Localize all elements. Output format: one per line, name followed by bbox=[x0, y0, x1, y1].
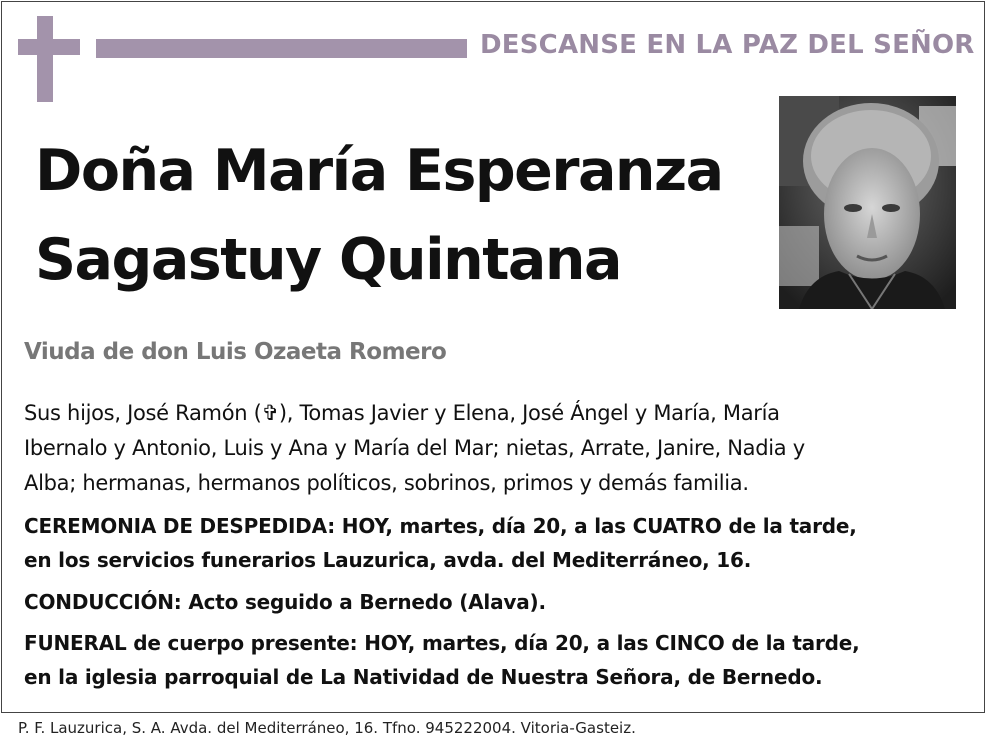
header-title: DESCANSE EN LA PAZ DEL SEÑOR bbox=[480, 30, 975, 60]
funeral-paragraph bbox=[24, 626, 974, 694]
deceased-name-line-2: Sagastuy Quintana bbox=[35, 227, 621, 293]
family-line: Sus hijos, José Ramón (✞), Tomas Javier y Elena, José Ángel y María, María bbox=[24, 401, 780, 425]
funeral-home-footer: P. F. Lauzurica, S. A. Avda. del Mediterráneo, 16. Tfno. 945222004. Vitoria-Gasteiz. bbox=[18, 719, 636, 737]
family-line: Ibernalo y Antonio, Luis y Ana y María del Mar; nietas, Arrate, Janire, Nadia y bbox=[24, 436, 805, 460]
conduction-paragraph bbox=[24, 585, 974, 619]
ceremony-line: CEREMONIA DE DESPEDIDA: HOY, martes, día 20, a las CUATRO de la tarde, bbox=[24, 514, 857, 538]
deceased-name-line-1: Doña María Esperanza bbox=[35, 138, 723, 204]
widow-of-line: Viuda de don Luis Ozaeta Romero bbox=[24, 339, 447, 365]
ceremony-line: en los servicios funerarios Lauzurica, avda. del Mediterráneo, 16. bbox=[24, 548, 752, 572]
cross-vertical-bar bbox=[37, 16, 53, 102]
ceremony-paragraph bbox=[24, 509, 974, 577]
header-rule bbox=[96, 39, 467, 58]
family-line: Alba; hermanas, hermanos políticos, sobrinos, primos y demás familia. bbox=[24, 471, 749, 495]
conduction-line: CONDUCCIÓN: Acto seguido a Bernedo (Alava). bbox=[24, 590, 546, 614]
cross-horizontal-bar bbox=[18, 39, 80, 55]
funeral-line: FUNERAL de cuerpo presente: HOY, martes, día 20, a las CINCO de la tarde, bbox=[24, 631, 860, 655]
portrait-photo bbox=[779, 96, 956, 309]
funeral-line: en la iglesia parroquial de La Natividad de Nuestra Señora, de Bernedo. bbox=[24, 665, 823, 689]
family-paragraph bbox=[24, 396, 944, 501]
portrait-illustration bbox=[779, 96, 956, 309]
